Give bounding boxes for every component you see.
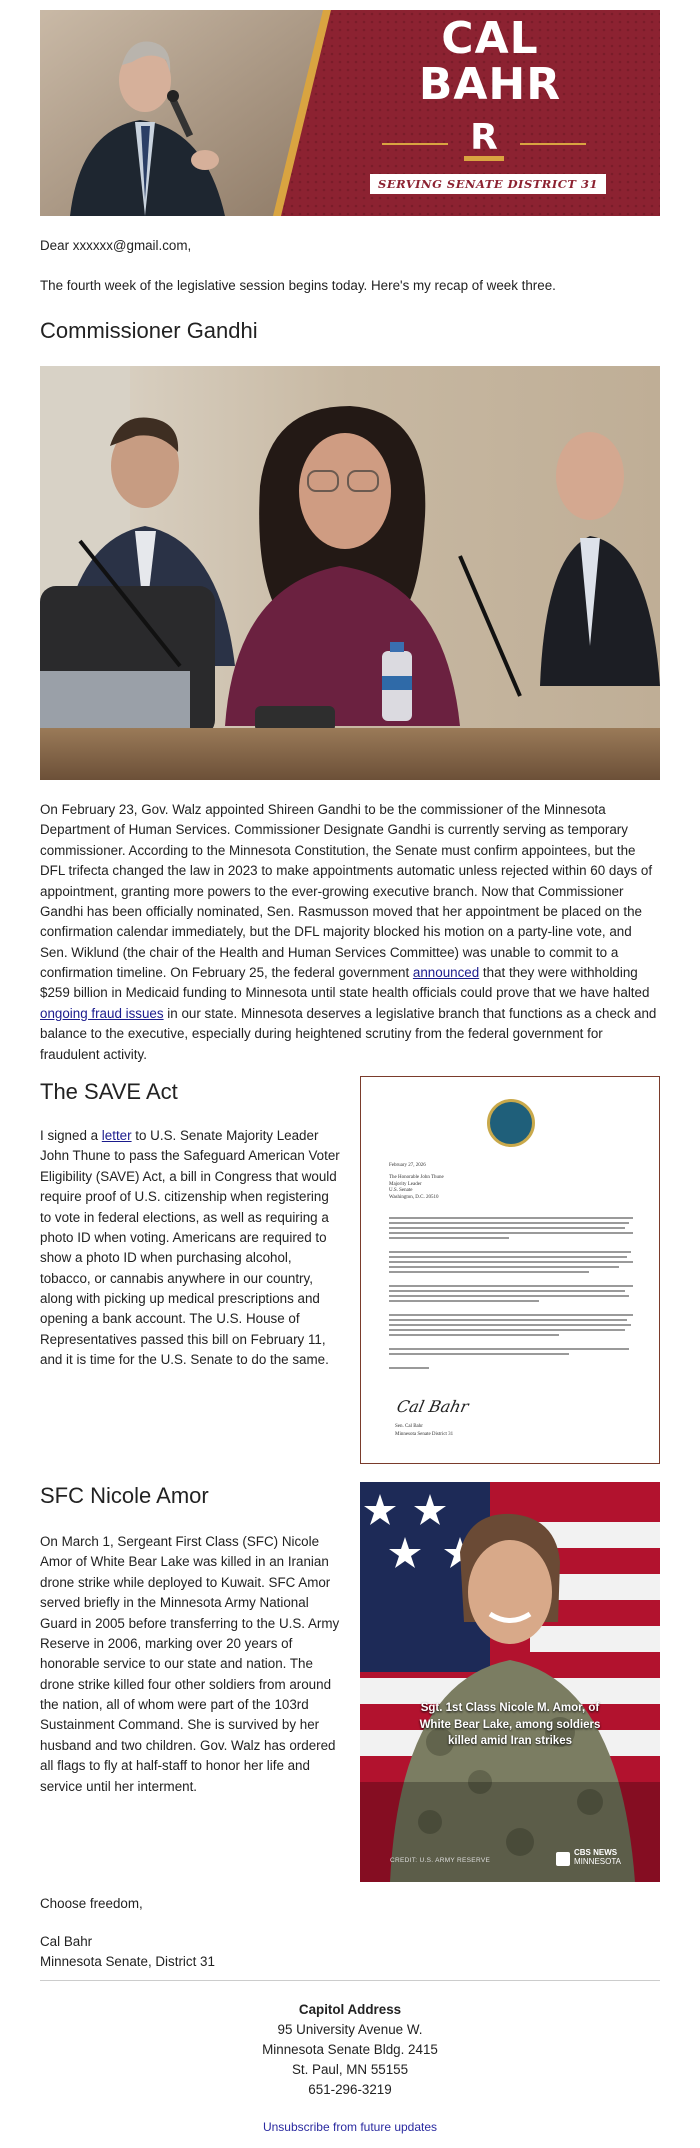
- footer-address: [40, 2000, 660, 2101]
- letter-sig-name: Sen. Cal Bahr: [395, 1424, 423, 1429]
- letter-image: [360, 1076, 660, 1464]
- cbs-logo-icon: [556, 1852, 570, 1866]
- banner-tagline: SERVING SENATE DISTRICT 31: [370, 174, 606, 194]
- photo-credit: CREDIT: U.S. ARMY RESERVE: [390, 1857, 491, 1864]
- section-heading-save-act: The SAVE Act: [40, 1079, 178, 1104]
- section-heading-amor: SFC Nicole Amor: [40, 1483, 209, 1508]
- banner-name-1: CAL: [441, 13, 539, 64]
- letter-link[interactable]: letter: [101, 1128, 132, 1143]
- banner-name-2: BAHR: [418, 59, 562, 110]
- footer-phone: 651-296-3219: [308, 2082, 392, 2098]
- amor-photo: [360, 1482, 660, 1882]
- gandhi-photo: [40, 366, 660, 780]
- header-banner: [40, 10, 660, 216]
- closing: Choose freedom,: [40, 1896, 143, 1911]
- signature-name: Cal Bahr: [40, 1934, 93, 1949]
- intro-text: The fourth week of the legislative session begins today. Here's my recap of week three.: [40, 278, 556, 293]
- banner-divider-right: [520, 143, 586, 145]
- letter-date: February 27, 2026: [389, 1163, 426, 1168]
- senate-seal-icon: [487, 1099, 535, 1147]
- footer-line-3: St. Paul, MN 55155: [291, 2062, 409, 2078]
- letter-text-lines: [389, 1217, 633, 1387]
- section3-body: On March 1, Sergeant First Class (SFC) Nicole Amor of White Bear Lake was killed in an Iranian drone strike while deployed to Kuwait. SFC Amor served briefly in the Minnesota Army National Guard in 2005 before transferring to the U.S. Army Reserve in 2006, marking over 20 years of honorable service to our state and nation. The drone strike killed four other soldiers from around the nation, all of whom were part of the 103rd Sustainment Command. She is survived by her husband and two children. Gov. Walz has ordered all flags to fly at half-staff to honor her life and service until her interment.: [40, 1534, 340, 1794]
- letter-address: The Honorable John Thune Majority Leader U.S. Senate Washington, D.C. 20510: [389, 1175, 444, 1200]
- footer-line-2: Minnesota Senate Bldg. 2415: [262, 2042, 438, 2058]
- footer-line-1: 95 University Avenue W.: [277, 2022, 423, 2038]
- banner-logo: R: [464, 120, 504, 161]
- photo-source-sub: MINNESOTA: [574, 1857, 621, 1866]
- section1-body: On February 23, Gov. Walz appointed Shireen Gandhi to be the commissioner of the Minnesota Department of Human Services. Commissioner Designate Gandhi is currently serving as temporary commissioner. According to the Minnesota Constitution, the Senate must confirm appointees, but the DFL trifecta changed the law in 2023 to make appointments automatic unless rejected within 60 days of appointment, granting more powers to the ever-growing executive branch. Now that Commissioner Gandhi has been officially nominated, Sen. Rasmusson moved that her appointment be placed on the confirmation calendar immediately, but the DFL majority blocked his motion on a party-line vote, and Sen. Wiklund (the chair of the Health and Human Services Committee) was unable to commit to a confirmation timeline. On February 25, the federal government announced that they were withholding $259 billion in Medicaid funding to Minnesota until state health officials could prove that we have halted ongoing fraud issues in our state. Minnesota deserves a legislative branch that functions as a check and balance to the executive, especially during heightened scrutiny from the federal government for fraudulent activity.: [40, 802, 657, 1062]
- fraud-issues-link[interactable]: ongoing fraud issues: [40, 1005, 164, 1021]
- signature-title: Minnesota Senate, District 31: [40, 1954, 215, 1969]
- letter-signature: Cal Bahr: [395, 1397, 471, 1416]
- photo-caption: Sgt. 1st Class Nicole M. Amor, of White Bear Lake, among soldiers killed amid Iran strikes: [419, 1702, 601, 1748]
- greeting: Dear xxxxxx@gmail.com,: [40, 238, 192, 253]
- footer-divider: [40, 1980, 660, 1981]
- unsubscribe-link[interactable]: Unsubscribe from future updates: [262, 2120, 438, 2134]
- footer-heading: Capitol Address: [298, 2002, 402, 2017]
- announced-link[interactable]: announced: [412, 965, 480, 980]
- section-heading-gandhi: Commissioner Gandhi: [40, 318, 258, 343]
- photo-source: CBS NEWS: [574, 1848, 618, 1857]
- section2-body: I signed a letter to U.S. Senate Majority Leader John Thune to pass the Safeguard American Voter Eligibility (SAVE) Act, a bill in Congress that would require proof of U.S. citizenship when registering to vote in federal elections, as well as requiring a photo ID when voting. Americans are required to show a photo ID when purchasing alcohol, tobacco, or cannabis anywhere in our country, along with picking up medical prescriptions and opening a bank account. The U.S. House of Representatives passed this bill on February 11, and it is time for the U.S. Senate to do the same.: [40, 1128, 340, 1368]
- letter-sig-title: Minnesota Senate District 31: [395, 1432, 454, 1437]
- banner-divider-left: [382, 143, 448, 145]
